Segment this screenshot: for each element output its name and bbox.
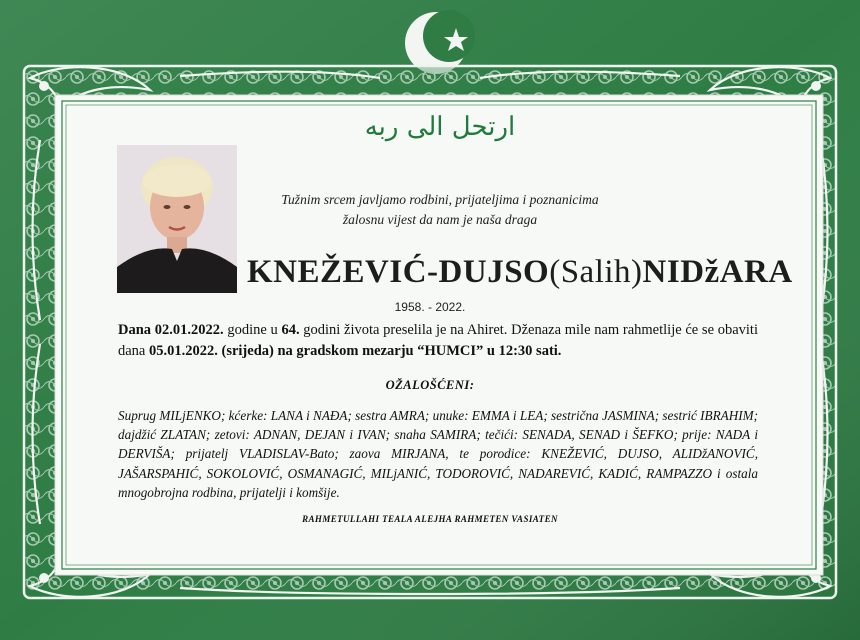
deceased-surname: KNEŽEVIĆ-DUJSO — [247, 254, 550, 290]
arabic-calligraphy: ارتحل الى ربه — [364, 112, 516, 142]
announce-part: godini života preselila je na Ahiret. Dženaza mile nam rahmetlije će se obaviti dana — [118, 322, 758, 359]
mourners-heading: OŽALOŠĆENI: — [385, 378, 475, 392]
intro-text — [240, 190, 640, 230]
closing-prayer: RAHMETULLAHI TEALA ALEJHA RAHMETEN VASIATEN — [302, 514, 558, 524]
announce-part: sati. — [532, 343, 562, 359]
announcement-text — [118, 320, 758, 362]
intro-line: Tužnim srcem javljamo rodbini, prijateljima i poznanicima — [281, 192, 599, 207]
mourners-list: Suprug MILjENKO; kćerke: LANA i NAĐA; sestra AMRA; unuke: EMMA i LEA; sestrična JASMINA; sestrić IBRAHIM; dajdžić ZLATAN; zetovi: ADNAN, DEJAN i IVAN; snaha SAMIRA; tečići: SENADA, SENAD i ŠEFKO; prije: NADA i DERVIŠA; prijatelj VLADISLAV-Bato; zaova MIRJANA, te porodice: KNEŽEVIĆ, DUJSO, ALIDžANOVIĆ, JAŠARSPAHIĆ, SOKOLOVIĆ, OSMANAGIĆ, MILjANIĆ, TODOROVIĆ, NADAREVIĆ, KADIĆ, RAMPAZZO i ostala mnogobrojna rodbina, prijatelji i komšije. — [118, 408, 758, 500]
age: 64. — [281, 322, 300, 338]
life-years: 1958. - 2022. — [394, 300, 466, 314]
deceased-given-name: NIDžARA — [642, 254, 793, 290]
deceased-father-name: (Salih) — [549, 254, 643, 290]
funeral-details: 05.01.2022. (srijeda) na gradskom mezarju “HUMCI” u 12:30 — [149, 343, 533, 359]
announce-part: Dana — [118, 322, 155, 338]
date-of-death: 02.01.2022. — [154, 322, 224, 338]
announce-part: godine u — [223, 322, 282, 338]
deceased-name — [247, 254, 807, 291]
intro-line: žalosnu vijest da nam je naša draga — [342, 212, 538, 227]
portrait-photo — [117, 145, 237, 293]
